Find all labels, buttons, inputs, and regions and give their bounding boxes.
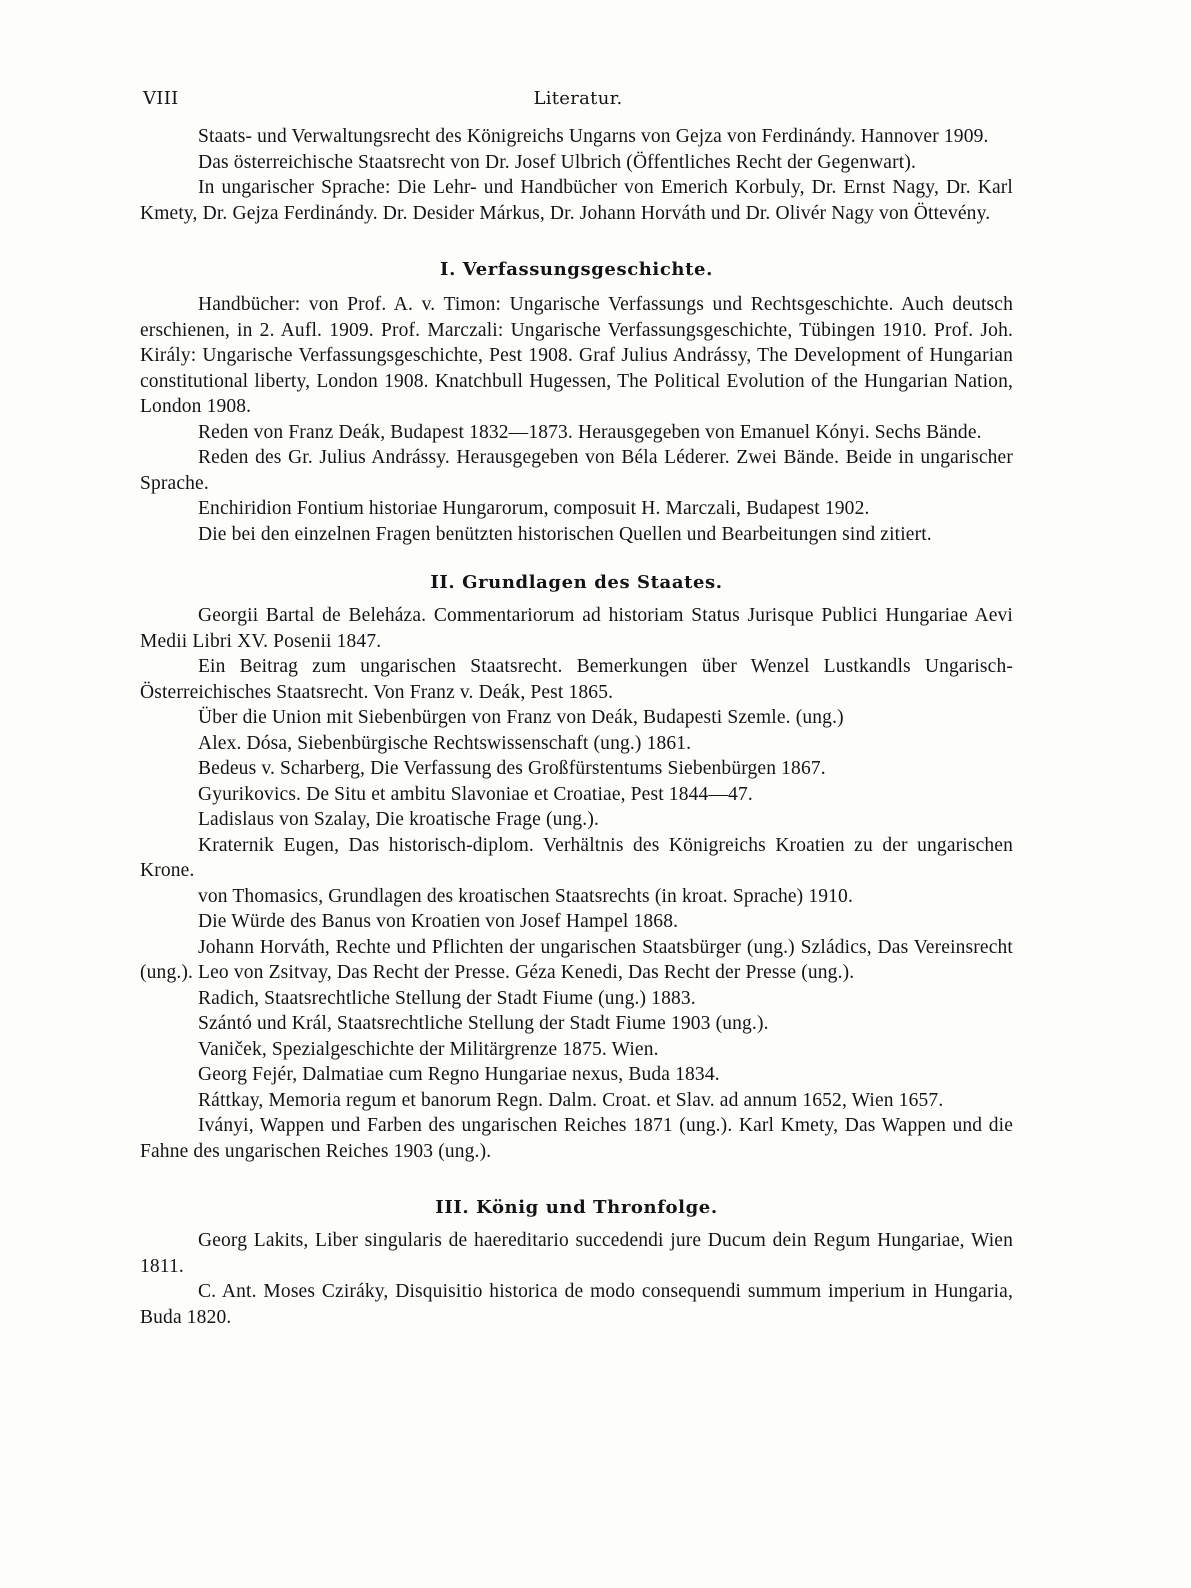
intro-paragraph: Das österreichische Staatsrecht von Dr. Josef Ulbrich (Öffentliches Recht der Gegenwart). — [198, 151, 916, 173]
bibliography-entry: Georg Fejér, Dalmatiae cum Regno Hungariae nexus, Buda 1834. — [198, 1064, 720, 1085]
bibliography-entry: Ladislaus von Szalay, Die kroatische Frage (ung.). — [198, 809, 599, 830]
bibliography-entry: Über die Union mit Siebenbürgen von Franz von Deák, Budapesti Szemle. (ung.) — [198, 707, 844, 728]
section-heading: I. Verfassungsgeschichte. — [440, 259, 713, 280]
intro-block — [140, 124, 1013, 226]
bibliography-entry: Reden des Gr. Julius Andrássy. Herausgegeben von Béla Léderer. Zwei Bände. Beide in ungarischer Sprache. — [140, 447, 1013, 494]
bibliography-entry: Iványi, Wappen und Farben des ungarischen Reiches 1871 (ung.). Karl Kmety, Das Wappen und die Fahne des ungarischen Reiches 1903 (ung.). — [140, 1115, 1013, 1162]
bibliography-entry: Enchiridion Fontium historiae Hungarorum, composuit H. Marczali, Budapest 1902. — [198, 498, 870, 519]
bibliography-entry: Reden von Franz Deák, Budapest 1832—1873. Herausgegeben von Emanuel Kónyi. Sechs Bände. — [198, 421, 982, 443]
bibliography-entry: Georg Lakits, Liber singularis de haereditario succedendi jure Ducum dein Regum Hungariae, Wien 1811. — [140, 1230, 1013, 1277]
bibliography-entry: Die bei den einzelnen Fragen benützten historischen Quellen und Bearbeitungen sind zitiert. — [198, 523, 932, 545]
section-heading: II. Grundlagen des Staates. — [430, 572, 723, 593]
section-heading: III. König und Thronfolge. — [435, 1197, 718, 1218]
page-number: VIII — [143, 88, 179, 109]
bibliography-entry: Die Würde des Banus von Kroatien von Josef Hampel 1868. — [198, 911, 679, 932]
bibliography-entry: Ráttkay, Memoria regum et banorum Regn. Dalm. Croat. et Slav. ad annum 1652, Wien 1657. — [198, 1089, 944, 1111]
intro-paragraph: Staats- und Verwaltungsrecht des Königreichs Ungarns von Gejza von Ferdinándy. Hannover 1909. — [198, 126, 989, 147]
bibliography-entry: Johann Horváth, Rechte und Pflichten der ungarischen Staatsbürger (ung.) Szládics, Das Vereinsrecht (ung.). Leo von Zsitvay, Das Recht der Presse. Géza Kenedi, Das Recht der Presse (ung.). — [140, 936, 1013, 983]
running-header — [143, 88, 1013, 112]
bibliography-entry: C. Ant. Moses Cziráky, Disquisitio historica de modo consequendi summum imperium in Hungaria, Buda 1820. — [140, 1281, 1013, 1328]
bibliography-entry: Kraternik Eugen, Das historisch-diplom. Verhältnis des Königreichs Kroatien zu der ungarischen Krone. — [140, 834, 1013, 881]
running-title: Literatur. — [533, 88, 623, 109]
intro-paragraph: In ungarischer Sprache: Die Lehr- und Handbücher von Emerich Korbuly, Dr. Ernst Nagy, Dr. Karl Kmety, Dr. Gejza Ferdinándy. Dr. Desider Márkus, Dr. Johann Horváth und Dr. Olivér Nagy von Öttevény. — [140, 177, 1013, 224]
bibliography-entry: Szántó und Král, Staatsrechtliche Stellung der Stadt Fiume 1903 (ung.). — [198, 1013, 769, 1034]
bibliography-entry: Vaniček, Spezialgeschichte der Militärgrenze 1875. Wien. — [198, 1038, 659, 1060]
section-verfassungsgeschichte — [140, 256, 1013, 547]
section-grundlagen-des-staates — [140, 569, 1013, 1164]
bibliography-entry: Radich, Staatsrechtliche Stellung der Stadt Fiume (ung.) 1883. — [198, 987, 696, 1009]
bibliography-entry: Bedeus v. Scharberg, Die Verfassung des Großfürstentums Siebenbürgen 1867. — [198, 758, 826, 779]
bibliography-entry: von Thomasics, Grundlagen des kroatischen Staatsrechts (in kroat. Sprache) 1910. — [198, 885, 853, 907]
section-koenig-und-thronfolge — [140, 1194, 1013, 1330]
bibliography-entry: Georgii Bartal de Beleháza. Commentariorum ad historiam Status Jurisque Publici Hungariae Aevi Medii Libri XV. Posenii 1847. — [140, 605, 1013, 652]
bibliography-entry: Alex. Dósa, Siebenbürgische Rechtswissenschaft (ung.) 1861. — [198, 732, 692, 754]
bibliography-entry: Gyurikovics. De Situ et ambitu Slavoniae et Croatiae, Pest 1844—47. — [198, 783, 753, 805]
page-body — [140, 124, 1013, 1330]
bibliography-entry: Ein Beitrag zum ungarischen Staatsrecht. Bemerkungen über Wenzel Lustkandls Ungarisch-Österreichisches Staatsrecht. Von Franz v. Deák, Pest 1865. — [140, 656, 1013, 703]
bibliography-entry: Handbücher: von Prof. A. v. Timon: Ungarische Verfassungs und Rechtsgeschichte. Auch deutsch erschienen, in 2. Aufl. 1909. Prof. Marczali: Ungarische Verfassungsgeschichte, Tübingen 1910. Prof. Joh. Király: Ungarische Verfassungsgeschichte, Pest 1908. Graf Julius Andrássy, The Development of Hungarian constitutional liberty, London 1908. Knatchbull Hugessen, The Political Evolution of the Hungarian Nation, London 1908. — [140, 294, 1013, 417]
